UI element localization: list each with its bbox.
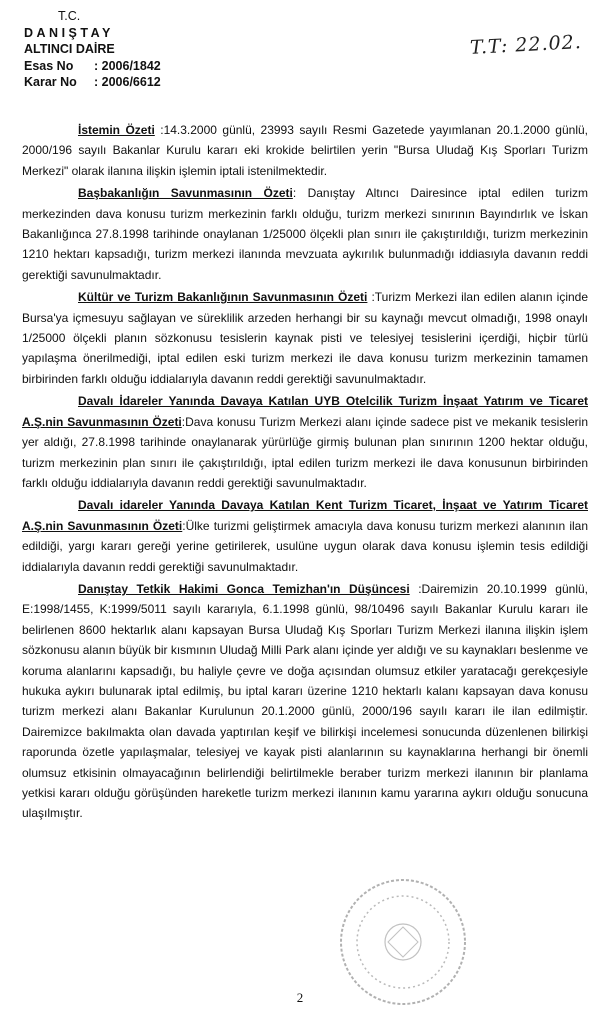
paragraph-prime-ministry-defense — [22, 183, 588, 285]
paragraph-heading: Kültür ve Turizm Bakanlığının Savunmasının Özeti — [78, 290, 368, 305]
paragraph-text: :Turizm Merkezi ilan edilen alanın içinde Bursa'ya içmesuyu sağlayan ve süreklilik arzeden herhangi bir su kaynağı mevcut olmadığı, 1998 onaylı 1/25000 ölçekli planın sözkonusu tesislerin kaynak pisti ve telesiyej tesislerini içerdiği, hiçbir türlü yapılaşma önerilmediği, iptal edilen eski turizm merkezi ile dava konusu turizm merkezinin tamamen birbirinden farklı olduğu iddialarıyla davanın reddi gerektiği savunulmaktadır. — [22, 290, 589, 386]
paragraph-heading: Başbakanlığın Savunmasının Özeti — [78, 186, 293, 201]
paragraph-judge-opinion — [22, 579, 588, 824]
header-court: DANIŞTAY — [24, 25, 114, 40]
header-karar-row — [24, 74, 161, 91]
page-number: 2 — [296, 990, 304, 1005]
document-body — [22, 120, 588, 826]
karar-label: Karar No — [24, 75, 77, 89]
paragraph-kent-turizm-defense — [22, 495, 588, 577]
paragraph-heading: Davalı İdareler Yanında Davaya Katılan UYB Otelcilik Turizm İnşaat Yatırım ve Ticaret A.Ş.nin Savunmasının Özeti — [22, 394, 588, 429]
esas-label: Esas No — [24, 58, 74, 73]
paragraph-text: :14.3.2000 günlü, 23993 sayılı Resmi Gazetede yayımlanan 20.1.2000 günlü, 2000/196 sayılı Bakanlar Kurulu kararı eki krokide belirtilen yerin "Bursa Uludağ Kış Sporları Turizm Merkezi" olarak ilanına ilişkin işlemin iptali istenilmektedir. — [22, 123, 589, 178]
paragraph-text: :Dava konusu Turizm Merkezi alanı içinde sadece pist ve mekanik tesislerin yer aldığı, 27.8.1998 tarihinde onaylanarak yürürlüğe girmiş bulunan plan sınırının 1200 hektar olduğu, turizm merkezinin plan sınırı ile çakıştırıldığı, iptal edilen turizm merkezi ile dava konusunun birbirinden farklı olduğu iddialarıyla davanın reddi gerektiği savunulmaktadır. — [22, 414, 588, 490]
karar-value: : 2006/6612 — [94, 75, 161, 89]
paragraph-text: :Dairemizin 20.10.1999 günlü, E:1998/1455, K:1999/5011 sayılı kararıyla, 6.1.1998 günlü, 98/10496 sayılı Bakanlar Kurulu kararı ile belirlenen 8600 hektarlık alanı kapsayan Bursa Uludağ Kış Sporları Turizm Merkezi ilanına ilişkin işlem sözkonusu alanın büyük bir kısmının Uludağ Milli Park alanı içinde yer aldığı ve su kaynakları beslenme ve koruma alanlarını kapsadığı, bu haliyle çevre ve doğa açısından olumsuz etkiler yaratacağı gerekçesiyle hukuka aykırı bulunarak iptal edilmiş, bu iptal kararı üzerine 1210 hektarlı kalanı kapsayan dava konusu turizm merkezi alanı Bakanlar Kurulunun 20.1.2000 günlü, 2000/196 sayılı kararı ile ilan edilmiştir. Dairemizce bakılmakta olan davada yaptırılan keşif ve bilirkişi incelemesi sonucunda düzenlenen bilirkişi raporunda özetle yapılaşmalar, telesiyej ve kayak pisti alanlarının su kaynaklarına herhangi bir önemli olumsuz etkisinin olmayacağının belirlendiği belirtilmekle beraber turizm merkezi ilanının bir planlama yetkisi kararı olduğu görüşünden hareketle turizm merkezi ilanının kamu yararına aykırı olduğu sonucuna ulaşılmıştır. — [22, 581, 588, 821]
paragraph-uyb-defense — [22, 391, 588, 493]
handwritten-note: T.T: 22.02. — [469, 31, 583, 59]
paragraph-culture-tourism-defense — [22, 287, 588, 389]
header-esas-row — [24, 58, 161, 75]
esas-value: : 2006/1842 — [94, 58, 161, 73]
paragraph-request-summary — [22, 120, 588, 181]
paragraph-heading: İstemin Özeti — [78, 123, 155, 137]
paragraph-heading: Davalı idareler Yanında Davaya Katılan Kent Turizm Ticaret, İnşaat ve Yatırım Ticaret A.Ş.nin Savunmasının Özeti — [22, 498, 588, 533]
document-header — [24, 8, 161, 91]
header-chamber: ALTINCI DAİRE — [24, 42, 115, 56]
paragraph-heading: Danıştay Tetkik Hakimi Gonca Temizhan'ın Düşüncesi — [78, 581, 410, 596]
paragraph-text: :Ülke turizmi geliştirmek amacıyla dava konusu turizm merkezi alanının ilan edildiği, yargı kararı gereği yerine getirilerek, usulüne uygun olarak dava konusu işlemin tesis edildiği iddialarıyla davanın reddi gerektiği savunulmaktadır. — [22, 518, 589, 574]
header-tc: T.C. — [58, 9, 81, 23]
paragraph-text: : Danıştay Altıncı Dairesince iptal edilen turizm merkezinden dava konusu turizm merkezinin farklı olduğu, turizm merkezi sınırının Bayındırlık ve İskan Bakanlığınca 27.8.1998 tarihinde onaylanan 1/25000 ölçekli plan sınırı ile çakıştırıldığı, turizm merkezinin 1210 hektarı kapsadığı, turizm merkezi ilanında mevzuata aykırılık bulunmadığı iddiasıyla davanın reddi gerektiği savunulmaktadır. — [22, 186, 588, 282]
